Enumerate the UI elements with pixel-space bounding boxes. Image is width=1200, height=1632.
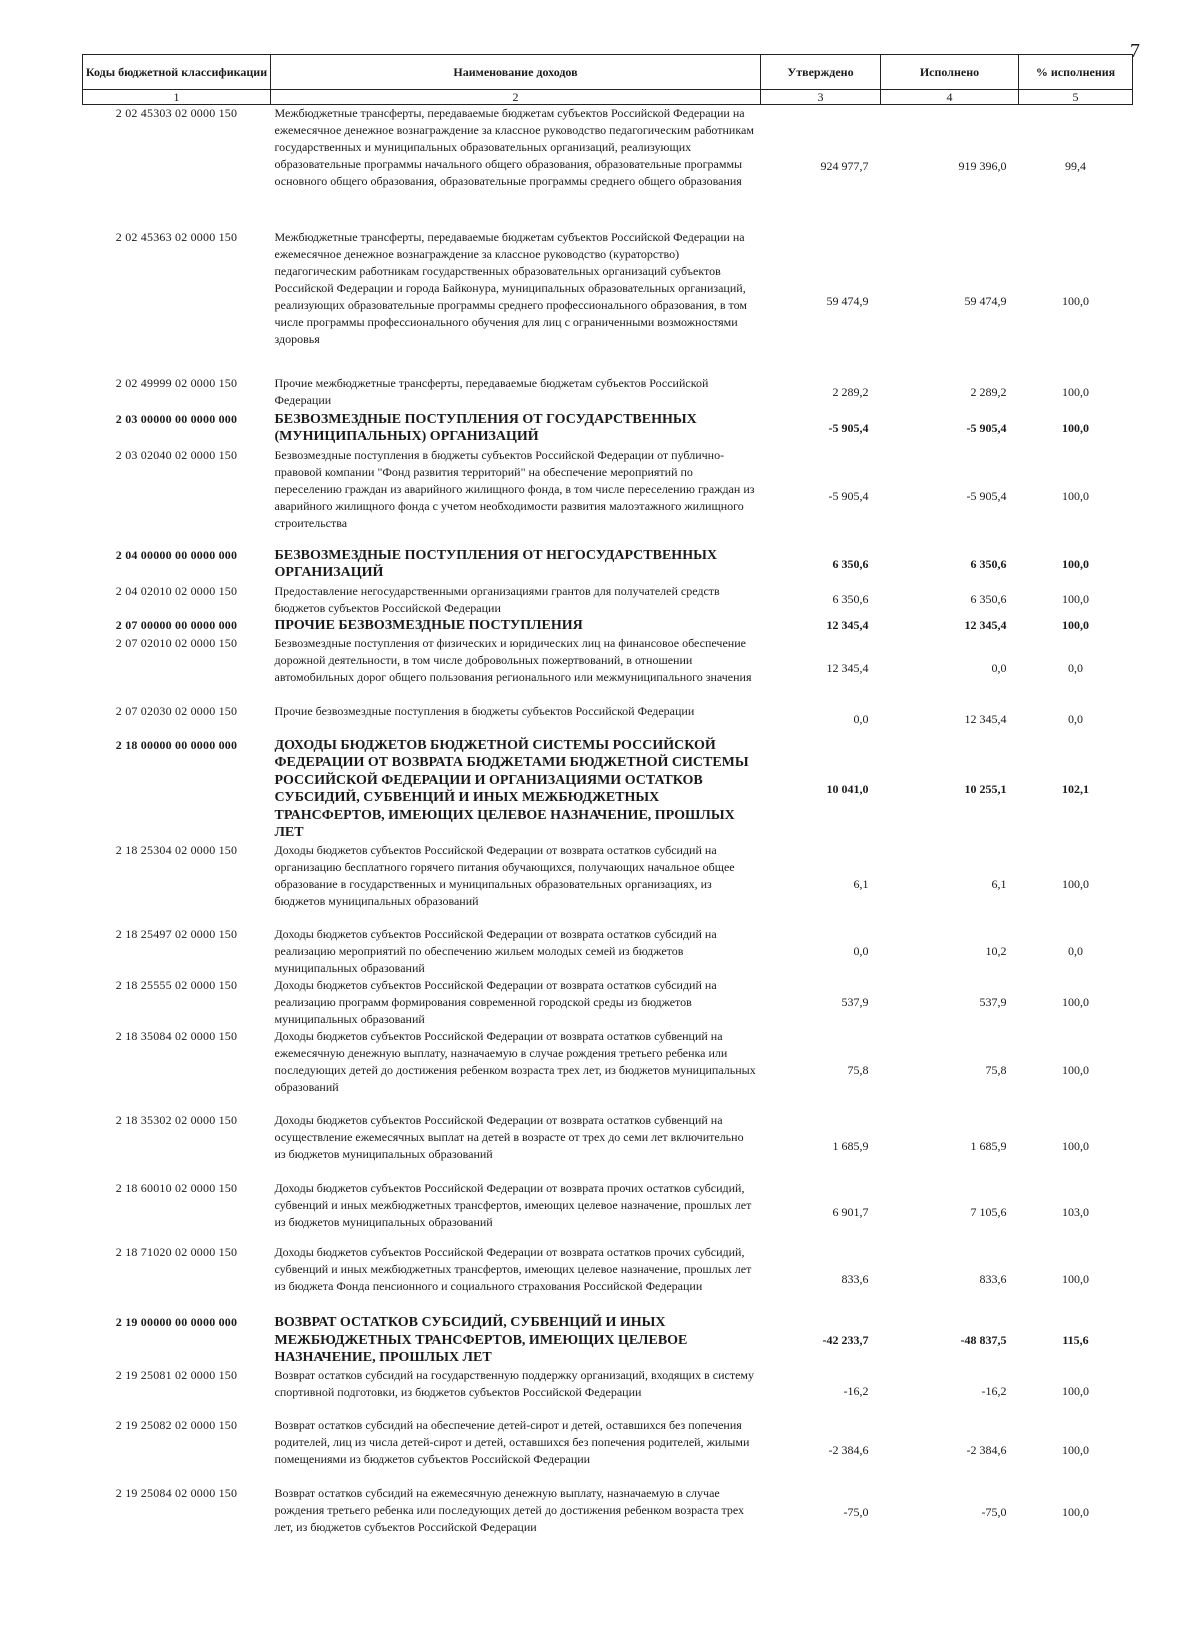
- table-row: [83, 1112, 1133, 1180]
- percent-cell: 100,0: [1062, 1505, 1089, 1520]
- executed-cell: 12 345,4: [964, 712, 1007, 726]
- code-cell: 2 07 02030 02 0000 150: [115, 703, 238, 718]
- approved-cell: 833,6: [841, 1271, 869, 1286]
- percent-cell: 100,0: [1062, 592, 1089, 606]
- page-number: 7: [1130, 40, 1140, 62]
- column-number: 3: [761, 90, 881, 105]
- table-row: [83, 1180, 1133, 1244]
- executed-cell: 6 350,6: [970, 557, 1007, 571]
- table-row: [83, 447, 1133, 547]
- executed-cell: -5 905,4: [966, 421, 1007, 435]
- approved-cell: -16,2: [843, 1384, 869, 1399]
- name-cell: Возврат остатков субсидий на обеспечение детей-сирот и детей, оставшихся без попечения родителей, лиц из числа детей-сирот и детей, оставшихся без попечения родителей, жилыми помещениями из бюджетов субъектов Российской Федерации: [274, 1417, 750, 1466]
- revenue-table: [82, 54, 1133, 1541]
- table-body: [83, 105, 1133, 1541]
- table-row: [83, 703, 1133, 737]
- code-cell: 2 18 25304 02 0000 150: [115, 843, 238, 858]
- percent-cell: 100,0: [1062, 1271, 1089, 1286]
- approved-cell: 537,9: [841, 995, 869, 1010]
- percent-cell: 100,0: [1062, 876, 1089, 891]
- percent-cell: 102,1: [1062, 781, 1089, 796]
- approved-cell: 12 345,4: [826, 661, 869, 675]
- percent-cell: 100,0: [1062, 618, 1089, 632]
- executed-cell: 6,1: [991, 876, 1007, 891]
- table-row: [83, 737, 1133, 843]
- table-row: [83, 926, 1133, 977]
- header-executed: Исполнено: [881, 55, 1019, 90]
- name-cell: БЕЗВОЗМЕЗДНЫЕ ПОСТУПЛЕНИЯ ОТ ГОСУДАРСТВЕННЫХ (МУНИЦИПАЛЬНЫХ) ОРГАНИЗАЦИЙ: [274, 411, 697, 445]
- code-cell: 2 03 02040 02 0000 150: [115, 447, 238, 462]
- approved-cell: 1 685,9: [832, 1138, 869, 1153]
- approved-cell: -42 233,7: [822, 1332, 869, 1347]
- percent-cell: 100,0: [1062, 385, 1089, 399]
- percent-cell: 100,0: [1062, 1138, 1089, 1153]
- code-cell: 2 04 02010 02 0000 150: [115, 583, 238, 598]
- code-cell: 2 18 71020 02 0000 150: [115, 1245, 238, 1260]
- approved-cell: -5 905,4: [828, 421, 869, 435]
- name-cell: ВОЗВРАТ ОСТАТКОВ СУБСИДИЙ, СУБВЕНЦИЙ И ИНЫХ МЕЖБЮДЖЕТНЫХ ТРАНСФЕРТОВ, ИМЕЮЩИХ ЦЕЛЕВОЕ НАЗНАЧЕНИЕ, ПРОШЛЫХ ЛЕТ: [274, 1315, 688, 1366]
- table-row: [83, 105, 1133, 229]
- table-row: [83, 1028, 1133, 1112]
- approved-cell: 75,8: [847, 1062, 869, 1077]
- table-row: [83, 1244, 1133, 1314]
- header-name: Наименование доходов: [271, 55, 761, 90]
- percent-cell: 115,6: [1062, 1332, 1089, 1347]
- executed-cell: 1 685,9: [970, 1138, 1007, 1153]
- approved-cell: 2 289,2: [832, 385, 869, 399]
- column-number: 4: [881, 90, 1019, 105]
- name-cell: ДОХОДЫ БЮДЖЕТОВ БЮДЖЕТНОЙ СИСТЕМЫ РОССИЙСКОЙ ФЕДЕРАЦИИ ОТ ВОЗВРАТА БЮДЖЕТАМИ БЮДЖЕТНОЙ СИСТЕМЫ РОССИЙСКОЙ ФЕДЕРАЦИИ И ОРГАНИЗАЦИЯМИ ОСТАТКОВ СУБСИДИЙ, СУБВЕНЦИЙ И ИНЫХ МЕЖБЮДЖЕТНЫХ ТРАНСФЕРТОВ, ИМЕЮЩИХ ЦЕЛЕВОЕ НАЗНАЧЕНИЕ, ПРОШЛЫХ ЛЕТ: [274, 737, 749, 841]
- code-cell: 2 07 02010 02 0000 150: [115, 635, 238, 650]
- code-cell: 2 19 25084 02 0000 150: [115, 1485, 238, 1500]
- code-cell: 2 19 00000 00 0000 000: [115, 1315, 238, 1330]
- approved-cell: 6 350,6: [832, 592, 869, 606]
- code-cell: 2 18 60010 02 0000 150: [115, 1181, 238, 1196]
- name-cell: Прочие безвозмездные поступления в бюджеты субъектов Российской Федерации: [274, 703, 695, 718]
- column-number: 2: [271, 90, 761, 105]
- executed-cell: 7 105,6: [970, 1204, 1007, 1219]
- percent-cell: 100,0: [1062, 1062, 1089, 1077]
- name-cell: Межбюджетные трансферты, передаваемые бюджетам субъектов Российской Федерации на ежемесячное денежное вознаграждение за классное руководство (кураторство) педагогическим работникам государственных образовательных организаций субъектов Российской Федерации и города Байконура, муниципальных образовательных организаций, реализующих образовательные программы среднего профессионального образования, в том числе программы профессионального обучения для лиц с ограниченными возможностями здоровья: [274, 229, 747, 346]
- header-percent: % исполнения: [1019, 55, 1133, 90]
- code-cell: 2 02 45303 02 0000 150: [115, 106, 238, 120]
- table-row: [83, 977, 1133, 1028]
- executed-cell: 919 396,0: [958, 159, 1007, 174]
- approved-cell: 0,0: [853, 712, 869, 726]
- approved-cell: 6 901,7: [832, 1204, 869, 1219]
- percent-cell: 100,0: [1062, 1384, 1089, 1399]
- percent-cell: 100,0: [1062, 995, 1089, 1010]
- approved-cell: 0,0: [853, 944, 869, 959]
- name-cell: Доходы бюджетов субъектов Российской Федерации от возврата остатков прочих субсидий, субвенций и иных межбюджетных трансфертов, имеющих целевое назначение, прошлых лет из бюджета Фонда пенсионного и социального страхования Российской Федерации: [274, 1245, 752, 1294]
- percent-cell: 100,0: [1062, 421, 1089, 435]
- approved-cell: -2 384,6: [828, 1443, 869, 1458]
- approved-cell: 59 474,9: [826, 294, 869, 308]
- executed-cell: -5 905,4: [966, 489, 1007, 503]
- executed-cell: 12 345,4: [964, 618, 1007, 632]
- approved-cell: 12 345,4: [826, 618, 869, 632]
- executed-cell: 833,6: [979, 1271, 1007, 1286]
- executed-cell: 2 289,2: [970, 385, 1007, 399]
- table-row: [83, 635, 1133, 703]
- code-cell: 2 18 35084 02 0000 150: [115, 1029, 238, 1044]
- percent-cell: 0,0: [1068, 661, 1083, 675]
- table-row: [83, 1314, 1133, 1367]
- name-cell: Прочие межбюджетные трансферты, передаваемые бюджетам субъектов Российской Федерации: [274, 375, 709, 407]
- approved-cell: 924 977,7: [820, 159, 869, 174]
- table-row: [83, 229, 1133, 375]
- code-cell: 2 02 45363 02 0000 150: [115, 229, 238, 244]
- table-row: [83, 375, 1133, 411]
- table-row: [83, 617, 1133, 635]
- executed-cell: 6 350,6: [970, 592, 1007, 606]
- name-cell: Межбюджетные трансферты, передаваемые бюджетам субъектов Российской Федерации на ежемесячное денежное вознаграждение за классное руководство педагогическим работникам государственных и муниципальных образовательных организаций, реализующих образовательные программы начального общего образования, образовательные программы основного общего образования, образовательные программы среднего общего образования: [274, 106, 754, 188]
- table-row: [83, 842, 1133, 926]
- name-cell: Предоставление негосударственными организациями грантов для получателей средств бюджетов субъектов Российской Федерации: [274, 583, 720, 615]
- code-cell: 2 18 00000 00 0000 000: [115, 737, 238, 752]
- executed-cell: 75,8: [985, 1062, 1007, 1077]
- executed-cell: -2 384,6: [966, 1443, 1007, 1458]
- name-cell: Доходы бюджетов субъектов Российской Федерации от возврата остатков субсидий на реализацию мероприятий по обеспечению жильем молодых семей из бюджетов муниципальных образований: [274, 927, 717, 976]
- code-cell: 2 03 00000 00 0000 000: [115, 411, 238, 426]
- name-cell: Доходы бюджетов субъектов Российской Федерации от возврата остатков субсидий на организацию бесплатного горячего питания обучающихся, получающих начальное общее образование в государственных и муниципальных образовательных организациях, из бюджетов муниципальных образований: [274, 843, 735, 909]
- name-cell: Безвозмездные поступления от физических и юридических лиц на финансовое обеспечение дорожной деятельности, в том числе добровольных пожертвований, в отношении автомобильных дорог общего пользования регионального или межмуниципального значения: [274, 635, 752, 684]
- approved-cell: 10 041,0: [826, 781, 869, 796]
- percent-cell: 0,0: [1068, 944, 1083, 959]
- executed-cell: -75,0: [981, 1505, 1007, 1520]
- percent-cell: 103,0: [1062, 1204, 1089, 1219]
- executed-cell: -48 837,5: [960, 1332, 1007, 1347]
- executed-cell: -16,2: [981, 1384, 1007, 1399]
- table-header: [83, 55, 1133, 105]
- percent-cell: 99,4: [1065, 159, 1086, 174]
- name-cell: Доходы бюджетов субъектов Российской Федерации от возврата остатков субвенций на осуществление ежемесячных выплат на детей в возрасте от трех до семи лет включительно из бюджетов муниципальных образований: [274, 1113, 744, 1162]
- table-row: [83, 583, 1133, 617]
- column-number: 1: [83, 90, 271, 105]
- name-cell: Возврат остатков субсидий на государственную поддержку организаций, входящих в систему спортивной подготовки, из бюджетов субъектов Российской Федерации: [274, 1367, 755, 1399]
- code-cell: 2 02 49999 02 0000 150: [115, 375, 238, 390]
- percent-cell: 100,0: [1062, 1443, 1089, 1458]
- table-row: [83, 1367, 1133, 1417]
- approved-cell: -5 905,4: [828, 489, 869, 503]
- percent-cell: 100,0: [1062, 489, 1089, 503]
- code-cell: 2 07 00000 00 0000 000: [115, 617, 238, 632]
- table-row: [83, 411, 1133, 447]
- name-cell: Доходы бюджетов субъектов Российской Федерации от возврата остатков субсидий на реализацию программ формирования современной городской среды из бюджетов муниципальных образований: [274, 978, 717, 1027]
- name-cell: Доходы бюджетов субъектов Российской Федерации от возврата прочих остатков субсидий, субвенций и иных межбюджетных трансфертов, имеющих целевое назначение, прошлых лет из бюджетов муниципальных образований: [274, 1181, 752, 1230]
- executed-cell: 0,0: [991, 661, 1007, 675]
- approved-cell: -75,0: [843, 1505, 869, 1520]
- code-cell: 2 19 25082 02 0000 150: [115, 1417, 238, 1432]
- code-cell: 2 18 25497 02 0000 150: [115, 927, 238, 942]
- name-cell: ПРОЧИЕ БЕЗВОЗМЕЗДНЫЕ ПОСТУПЛЕНИЯ: [274, 617, 583, 633]
- name-cell: БЕЗВОЗМЕЗДНЫЕ ПОСТУПЛЕНИЯ ОТ НЕГОСУДАРСТВЕННЫХ ОРГАНИЗАЦИЙ: [274, 547, 717, 581]
- table-row: [83, 1485, 1133, 1541]
- code-cell: 2 18 35302 02 0000 150: [115, 1113, 238, 1128]
- name-cell: Возврат остатков субсидий на ежемесячную денежную выплату, назначаемую в случае рождения третьего ребенка или последующих детей до достижения ребенком возраста трех лет, из бюджетов субъектов Российской Федерации: [274, 1485, 745, 1534]
- executed-cell: 10,2: [985, 944, 1007, 959]
- percent-cell: 100,0: [1062, 557, 1089, 571]
- code-cell: 2 19 25081 02 0000 150: [115, 1367, 238, 1382]
- percent-cell: 0,0: [1068, 712, 1083, 726]
- column-number: 5: [1019, 90, 1133, 105]
- header-code: Коды бюджетной классификации: [83, 55, 271, 90]
- executed-cell: 537,9: [979, 995, 1007, 1010]
- code-cell: 2 04 00000 00 0000 000: [115, 547, 238, 562]
- table-row: [83, 1417, 1133, 1485]
- name-cell: Доходы бюджетов субъектов Российской Федерации от возврата остатков субвенций на ежемесячную денежную выплату, назначаемую в случае рождения третьего ребенка или последующих детей до достижения ребенком возраста трех лет, из бюджетов муниципальных образований: [274, 1029, 756, 1095]
- percent-cell: 100,0: [1062, 294, 1089, 308]
- header-approved: Утверждено: [761, 55, 881, 90]
- executed-cell: 10 255,1: [964, 781, 1007, 796]
- approved-cell: 6 350,6: [832, 557, 869, 571]
- approved-cell: 6,1: [853, 876, 869, 891]
- name-cell: Безвозмездные поступления в бюджеты субъектов Российской Федерации от публично-правовой компании "Фонд развития территорий" на обеспечение мероприятий по переселению граждан из аварийного жилищного фонда, в том числе переселению граждан из аварийного жилищного фонда с учетом необходимости развития малоэтажного жилищного строительства: [274, 447, 755, 530]
- code-cell: 2 18 25555 02 0000 150: [115, 978, 238, 993]
- table-row: [83, 547, 1133, 583]
- executed-cell: 59 474,9: [964, 294, 1007, 308]
